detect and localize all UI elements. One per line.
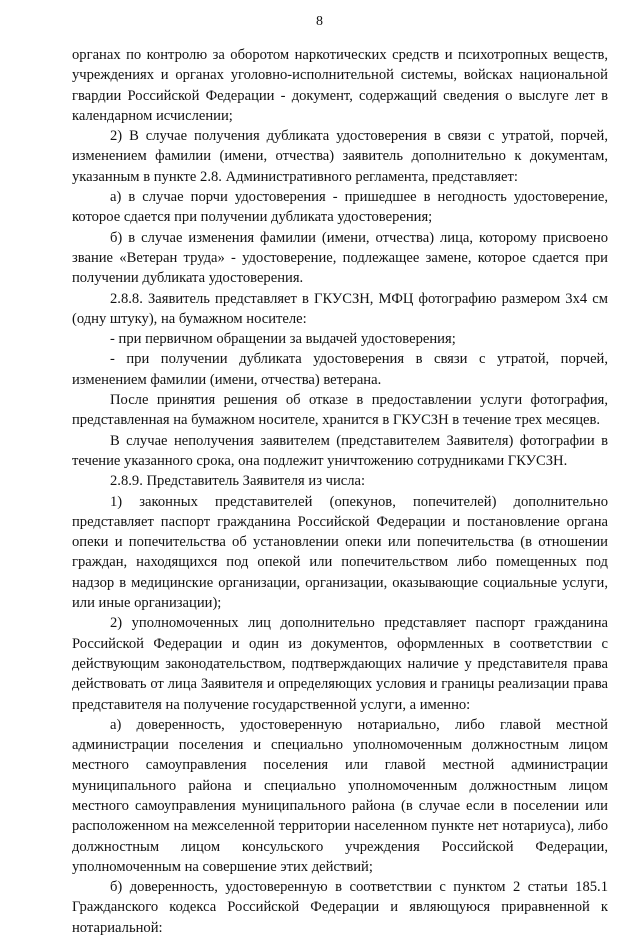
paragraph: - при получении дубликата удостоверения в связи с утратой, порчей, изменением фамилии (имени, отчества) ветерана. — [72, 351, 608, 388]
paragraph: 1) законных представителей (опекунов, попечителей) дополнительно представляет паспорт гражданина Российской Федерации и постановление органа опеки и попечительства об установлении опеки или попечительства (в отношении граждан, находящихся под опекой или попечительством либо помещенных под надзор в медицинские организации, организации, оказывающие социальные услуги, или иные организации); — [72, 493, 608, 612]
paragraph: а) в случае порчи удостоверения - пришедшее в негодность удостоверение, которое сдается при получении дубликата удостоверения; — [72, 189, 608, 226]
paragraph: В случае неполучения заявителем (представителем Заявителя) фотографии в течение указанного срока, она подлежит уничтожению сотрудниками ГКУСЗН. — [72, 432, 608, 469]
paragraph: 2.8.9. Представитель Заявителя из числа: — [110, 473, 366, 490]
page-number: 8 — [316, 14, 323, 29]
paragraph: - при первичном обращении за выдачей удостоверения; — [110, 331, 456, 348]
paragraph: органах по контролю за оборотом наркотических средств и психотропных веществ, учреждениях и органах уголовно-исполнительной системы, войсках национальной гвардии Российской Федерации - документ, содержащий сведения о выслуге лет в календарном исчислении; — [72, 47, 608, 124]
paragraph: После принятия решения об отказе в предоставлении услуги фотография, представленная на бумажном носителе, хранится в ГКУСЗН в течение трех месяцев. — [72, 392, 608, 429]
paragraph: б) в случае изменения фамилии (имени, отчества) лица, которому присвоено звание «Ветеран труда» - удостоверение, подлежащее замене, которое сдается при получении дубликата удостоверения. — [72, 229, 608, 287]
paragraph: б) доверенность, удостоверенную в соответствии с пунктом 2 статьи 185.1 Гражданского кодекса Российской Федерации и являющуюся приравненной к нотариальной: — [72, 879, 608, 936]
paragraph: 2) В случае получения дубликата удостоверения в связи с утратой, порчей, изменением фамилии (имени, отчества) заявитель дополнительно к документам, указанным в пункте 2.8. Административного регламента, представляет: — [72, 128, 608, 185]
paragraph: а) доверенность, удостоверенную нотариально, либо главой местной администрации поселения и специально уполномоченным должностным лицом местного самоуправления поселения или главой местной администрации муниципального района и специально уполномоченным должностным лицом местного самоуправления муниципального района (в случае если в поселении или расположенном на межселенной территории населенном пункте нет нотариуса), либо должностным лицом консульского учреждения Российской Федерации, уполномоченным на совершение этих действий; — [72, 716, 608, 875]
paragraph: 2.8.8. Заявитель представляет в ГКУСЗН, МФЦ фотографию размером 3х4 см (одну штуку), на бумажном носителе: — [72, 290, 608, 327]
document-body — [72, 45, 608, 938]
paragraph: 2) уполномоченных лиц дополнительно представляет паспорт гражданина Российской Федерации и один из документов, оформленных в соответствии с действующим законодательством, подтверждающих наличие у представителя права действовать от лица Заявителя и определяющих условия и границы реализации права представителя на получение государственной услуги, а именно: — [72, 615, 608, 713]
